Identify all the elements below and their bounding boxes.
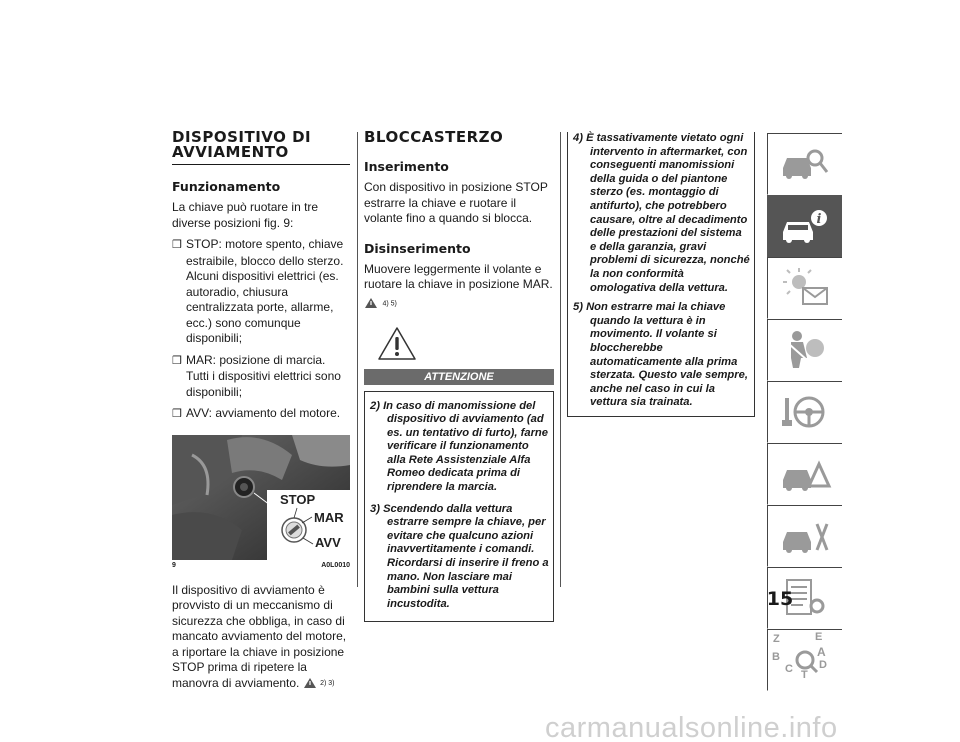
attention-box <box>364 391 554 623</box>
list-item: ❒ STOP: motore spento, chiave estraibile, blocco dello sterzo. Alcuni dispositivi elettrici (es. autoradio, chiusura centralizzata porte, allarme, ecc.) sono comunque disponibili; <box>172 237 344 345</box>
car-info-icon <box>777 204 833 248</box>
subsection-title: Disinserimento <box>364 240 471 256</box>
airbag-safety-icon <box>777 328 833 372</box>
figure-label-avv: AVV <box>315 534 341 550</box>
column-ignition-device <box>172 130 350 691</box>
warning-triangle-icon <box>365 298 377 308</box>
sidebar-item-warning-lights[interactable] <box>767 257 842 319</box>
car-emergency-icon <box>777 452 833 496</box>
attention-header: ATTENZIONE <box>364 369 554 385</box>
list-item: ❒ AVV: avviamento del motore. <box>172 406 350 423</box>
position-list <box>172 237 350 423</box>
bullet-icon: ❒ <box>172 408 182 420</box>
warning-triangle-icon <box>378 327 416 360</box>
intro-text: La chiave può ruotare in tre diverse posizioni fig. 9: <box>172 200 319 230</box>
sidebar-item-maintenance[interactable] <box>767 505 842 567</box>
figure-label-mar: MAR <box>314 509 344 525</box>
ignition-figure <box>172 435 350 560</box>
index-letters: Z E A B D C T <box>772 631 827 681</box>
sidebar-item-safety[interactable] <box>767 319 842 381</box>
disengage-text: Muovere leggermente il volante e ruotare la chiave in posizione MAR. <box>364 261 553 291</box>
engage-text: Con dispositivo in posizione STOP estrarre la chiave e ruotare il volante fino a quando si blocca. <box>364 180 548 225</box>
steering-wheel-key-icon <box>777 390 833 434</box>
warning-refs: 2) 3) <box>320 679 335 687</box>
safety-paragraph: Il dispositivo di avviamento è provvisto di un meccanismo di sicurezza che obbliga, in caso di mancato avviamento del motore, a riportare la chiave in posizione STOP prima di ripetere la manovra di avviamento. 2) 3) <box>172 582 347 690</box>
warning-note: 3) Scendendo dalla vettura estrarre sempre la chiave, per evitare che qualcuno azioni inavvertitamente i comandi. Ricordarsi di inserire il freno a mano. Non lasciare mai bambini sulla vettura incustodita. <box>370 502 549 610</box>
warning-note: 5) Non estrarre mai la chiave quando la vettura è in movimento. Il volante si bloccherebbe automaticamente alla prima sterzata. Questo vale sempre, anche nel caso in cui la vettura sia trainata. <box>573 301 748 409</box>
sidebar-item-car-search[interactable] <box>767 133 842 195</box>
figure-number: 9 <box>172 561 176 569</box>
alphabetical-index-icon <box>777 638 833 682</box>
sidebar-item-emergency[interactable] <box>767 443 842 505</box>
warning-note: 2) In caso di manomissione del dispositivo di avviamento (ad es. un tentativo di furto), farne verificare il funzionamento alla Rete Assistenziale Alfa Romeo dedicata prima di riprendere la marcia. <box>370 399 548 494</box>
warning-note: 4) È tassativamente vietato ogni intervento in aftermarket, con conseguenti manomissioni della guida o del piantone sterzo (es. montaggio di antifurto), che potrebbero causare, oltre al decadimento delle prestazioni del sistema e della garanzia, gravi problemi di sicurezza, nonché la non conformità omologativa della vettura. <box>573 132 750 294</box>
page-number: 15 <box>766 588 794 610</box>
section-title: DISPOSITIVO DI AVVIAMENTO <box>172 128 312 161</box>
svg-text:i: i <box>816 212 822 227</box>
column-warnings <box>567 130 755 417</box>
car-maintenance-icon <box>777 514 833 558</box>
warning-symbol <box>364 327 554 365</box>
attention-box-continued <box>567 132 755 417</box>
subsection-title: Funzionamento <box>172 179 281 194</box>
figure-label-stop: STOP <box>280 491 316 507</box>
car-search-icon <box>777 142 833 186</box>
sidebar-item-car-info[interactable] <box>767 195 842 257</box>
warning-triangle-icon <box>304 678 316 688</box>
figure-caption <box>172 562 350 569</box>
subsection-title: Inserimento <box>364 159 449 174</box>
column-steering-lock <box>364 130 554 622</box>
list-item: ❒ MAR: posizione di marcia. Tutti i dispositivi elettrici sono disponibili; <box>172 352 341 399</box>
bullet-icon: ❒ <box>172 354 182 367</box>
column-divider <box>560 132 561 587</box>
figure-code: A0L0010 <box>321 561 350 569</box>
section-title: BLOCCASTERZO <box>364 128 504 146</box>
warning-light-mail-icon <box>777 266 833 310</box>
disengage-refs: 4) 5) <box>364 295 554 313</box>
bullet-icon: ❒ <box>172 239 182 251</box>
watermark: carmanualsonline.info <box>545 712 838 742</box>
column-divider <box>357 132 358 587</box>
sidebar-item-index[interactable] <box>767 629 842 691</box>
sidebar-item-starting-driving[interactable] <box>767 381 842 443</box>
title-rule <box>172 164 350 165</box>
